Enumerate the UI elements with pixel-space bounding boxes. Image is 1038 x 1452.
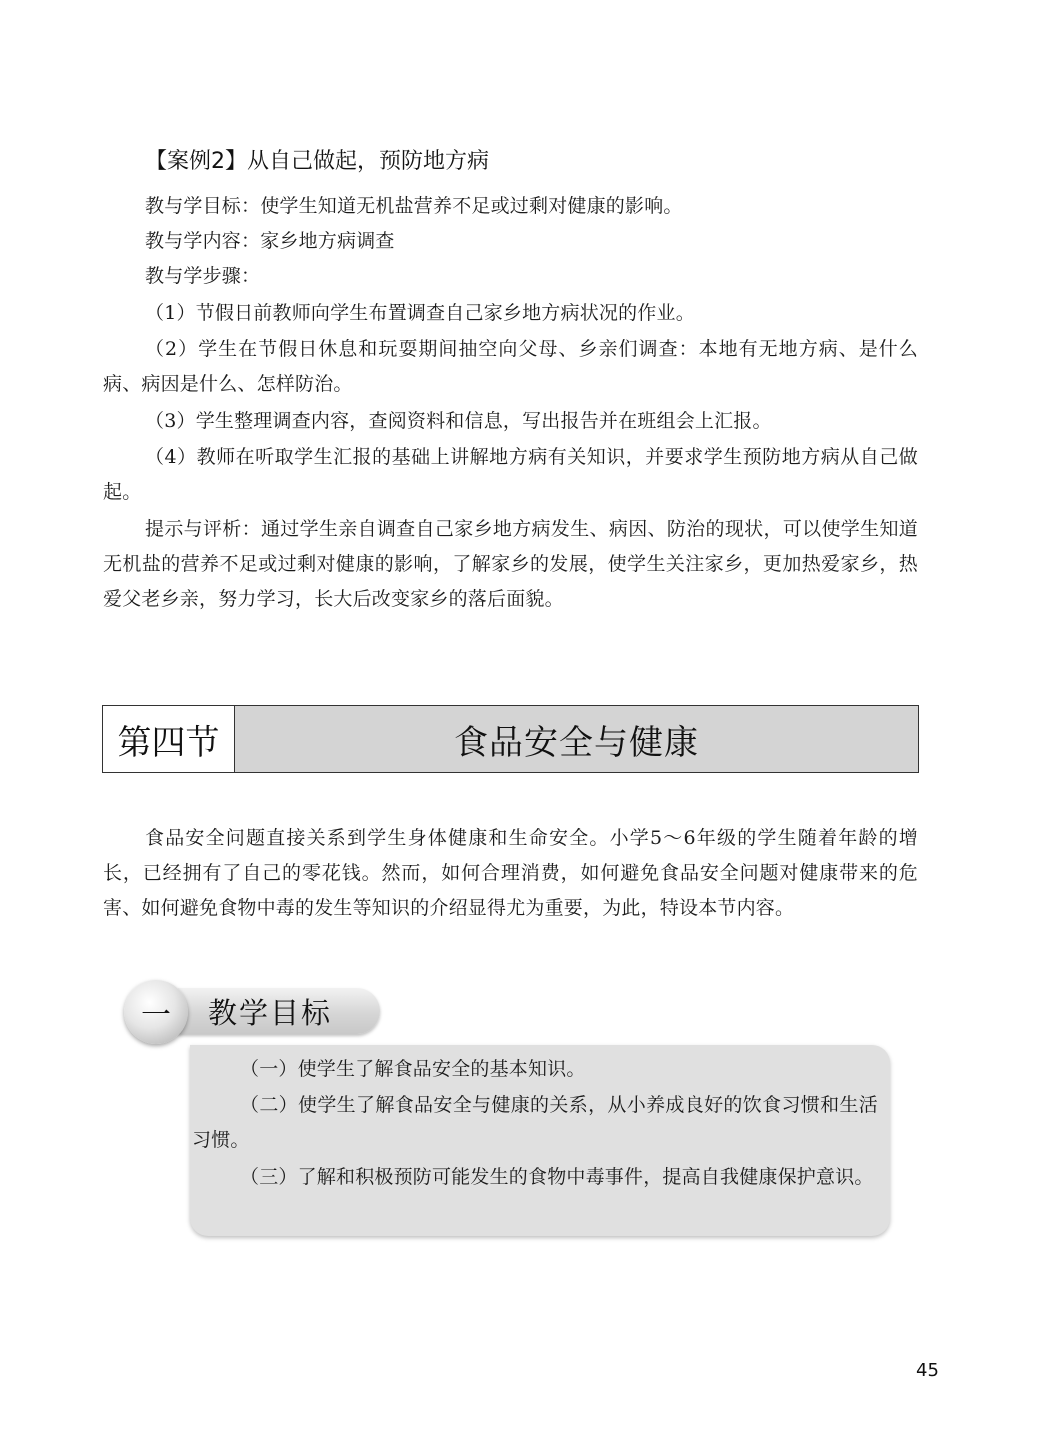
objectives-numeral-circle <box>124 980 188 1044</box>
section-header <box>102 705 919 773</box>
section-intro: 食品安全问题直接关系到学生身体健康和生命安全。小学5～6年级的学生随着年龄的增长，已经拥有了自己的零花钱。然而，如何合理消费，如何避免食品安全问题对健康带来的危害、如何避免食物中毒的发生等知识的介绍显得尤为重要，为此，特设本节内容。 <box>103 827 918 919</box>
case-step-3: （3）学生整理调查内容，查阅资料和信息，写出报告并在班组会上汇报。 <box>145 410 772 432</box>
objective-item-1: （一）使学生了解食品安全的基本知识。 <box>240 1058 586 1080</box>
case-steps-label: 教与学步骤： <box>145 265 261 287</box>
objectives-heading-pill <box>178 988 380 1034</box>
case-step-4: （4）教师在听取学生汇报的基础上讲解地方病有关知识，并要求学生预防地方病从自己做起。 <box>103 446 918 503</box>
objectives-heading: 教学目标 <box>208 995 333 1030</box>
case-hint: 提示与评析：通过学生亲自调查自己家乡地方病发生、病因、防治的现状，可以使学生知道无机盐的营养不足或过剩对健康的影响，了解家乡的发展，使学生关注家乡，更加热爱家乡，热爱父老乡亲，努力学习，长大后改变家乡的落后面貌。 <box>103 518 918 610</box>
page-number: 45 <box>916 1360 939 1381</box>
case-content: 教与学内容：家乡地方病调查 <box>145 230 395 252</box>
objectives-numeral: 一 <box>141 998 171 1033</box>
case-step-1: （1）节假日前教师向学生布置调查自己家乡地方病状况的作业。 <box>145 302 695 324</box>
objective-item-3: （三）了解和积极预防可能发生的食物中毒事件，提高自我健康保护意识。 <box>240 1166 874 1188</box>
case-title: 【案例2】从自己做起，预防地方病 <box>145 149 489 174</box>
case-goal: 教与学目标：使学生知道无机盐营养不足或过剩对健康的影响。 <box>145 195 683 217</box>
section-title: 食品安全与健康 <box>235 706 918 772</box>
case-step-2: （2）学生在节假日休息和玩耍期间抽空向父母、乡亲们调查：本地有无地方病、是什么病、病因是什么、怎样防治。 <box>103 338 918 395</box>
section-number: 第四节 <box>103 706 235 772</box>
objective-item-2: （二）使学生了解食品安全与健康的关系，从小养成良好的饮食习惯和生活习惯。 <box>192 1094 878 1151</box>
